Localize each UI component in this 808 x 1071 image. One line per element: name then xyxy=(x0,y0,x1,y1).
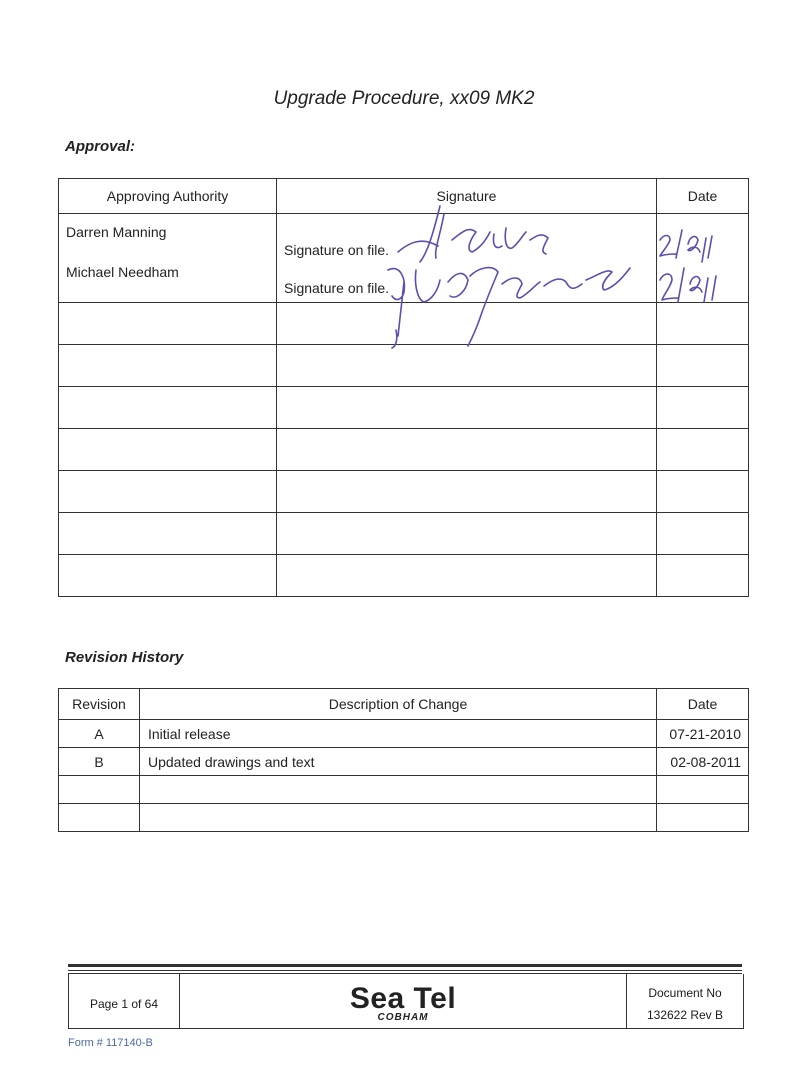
document-number-label: Document No xyxy=(648,986,722,1000)
revision-description: Initial release xyxy=(140,720,657,748)
form-number: Form # 117140-B xyxy=(68,1037,153,1049)
revision-letter: B xyxy=(59,748,140,776)
revision-header-row xyxy=(59,689,749,720)
signer-name: Michael Needham xyxy=(66,264,179,280)
description-header: Description of Change xyxy=(140,689,657,720)
revision-letter: A xyxy=(59,720,140,748)
signer-row xyxy=(59,258,749,303)
revision-row xyxy=(59,720,749,748)
signature-note: Signature on file. xyxy=(284,242,390,258)
revision-date: 07-21-2010 xyxy=(657,720,749,748)
footer-rule xyxy=(68,964,742,967)
approval-heading: Approval: xyxy=(65,138,136,155)
revision-row xyxy=(59,748,749,776)
signature-header: Signature xyxy=(277,179,657,214)
empty-approval-row xyxy=(59,555,749,597)
date-header: Date xyxy=(657,179,749,214)
empty-revision-row xyxy=(59,776,749,804)
signature-note: Signature on file. xyxy=(284,280,390,296)
footer xyxy=(68,974,744,1029)
approving-authority-header: Approving Authority xyxy=(59,179,277,214)
approval-header-row xyxy=(59,179,749,214)
revision-header: Revision xyxy=(59,689,140,720)
empty-approval-row xyxy=(59,345,749,387)
revision-date-header: Date xyxy=(657,689,749,720)
empty-revision-row xyxy=(59,804,749,832)
brand-name: Sea Tel xyxy=(349,982,457,1015)
empty-approval-row xyxy=(59,387,749,429)
revision-heading: Revision History xyxy=(65,649,184,666)
revision-date: 02-08-2011 xyxy=(657,748,749,776)
approval-table xyxy=(58,178,749,597)
empty-approval-row xyxy=(59,429,749,471)
signer-row xyxy=(59,214,749,259)
revision-description: Updated drawings and text xyxy=(140,748,657,776)
page-number: Page 1 of 64 xyxy=(69,974,180,1028)
signer-name: Darren Manning xyxy=(66,224,167,240)
footer-rule-thin xyxy=(68,970,742,971)
brand-subtitle: COBHAM xyxy=(377,1012,429,1023)
document-number: 132622 Rev B xyxy=(646,1008,724,1022)
empty-approval-row xyxy=(59,303,749,345)
document-number-cell xyxy=(626,974,743,1028)
empty-approval-row xyxy=(59,471,749,513)
sea-tel-logo xyxy=(180,974,626,1028)
revision-table xyxy=(58,688,749,832)
document-title: Upgrade Procedure, xx09 MK2 xyxy=(273,88,535,109)
empty-approval-row xyxy=(59,513,749,555)
